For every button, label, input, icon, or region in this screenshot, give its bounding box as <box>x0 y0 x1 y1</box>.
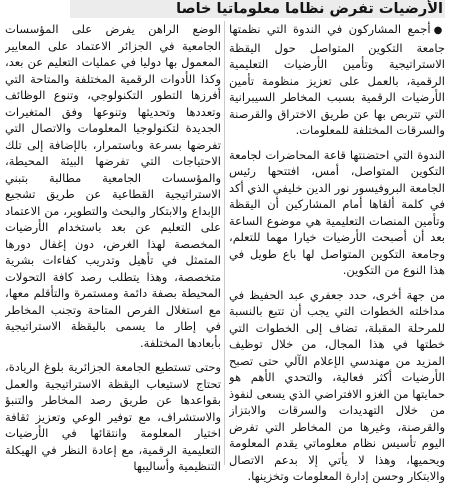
bullet-icon: ● <box>433 25 445 36</box>
paragraph-intro <box>229 21 445 139</box>
paragraph: الندوة التي احتضنتها قاعة المحاضرات لجامعة التكوين المتواصل، أمس، افتتحها رئيس الجامعة البروفيسور نور الدين خليفي الذي أكد في كلمة ألقاها أمام المشاركين أن اليقظة وتأمين المنصات التعليمية هي موضوع الساعة بعد أن أصبحت الأرضيات خيارا مهما للتعلم، وجامعة التكوين المتواصل لها باع طويل في هذا النوع من التكوين. <box>229 147 445 277</box>
paragraph: من جهة أخرى، حدد جعفري عبد الحفيظ في مداخلته الخطوات التي يجب أن تتبع بالنسبة للمرحلة المقبلة، تضاف إلى الخطوات التي خطتها في هذا المجال، من خلال توظيف المزيد من مهندسي الإعلام الآلي حتى تصبح الأرضيات أكثر فعالية، والتحدي الأهم هو حمايتها من الغزو الافتراضي الذي يسعى لنفوذ من خلال التهديدات والسرقات والابتزاز والقرصنة، وغيرها من المخاطر التي تفرض اليوم تأسيس نظام معلوماتي يقدم المعلومة ويحميها، وهذا لا يأتي إلا بدعم الاتصال والابتكار وحسن إدارة المعلومات وتخزينها. <box>229 287 445 483</box>
article-column-left <box>5 21 221 475</box>
paragraph: الوضع الراهن يفرض على المؤسسات الجامعية في الجزائر الاعتماد على المعايير المعمول بها دوليا في عمليات التعليم عن بعد، وكذا الأدوات الرقمية المختلفة والمتاحة التي أفرزها التطور التكنولوجي، وتنوع الوظائف وتعددها وتحديثها وتنوعها وفق المتغيرات الجديدة لتكنولوجيا المعلومات والاتصال التي تفرضها بسرعة وباستمرار، بالإضافة إلى تلك الاحتياجات التي تفرضها البيئة المحيطة، والمؤسسات الجامعية مطالبة بتبني الاستراتيجية القطاعية عن طريق تشجيع الإبداع والابتكار والبحث والتطوير، من الاعتماد على التعليم عن بعد باستخدام الأرضيات المخصصة لهذا الغرض، دون إغفال دورها المتمثل في تأهيل وتدريب كفاءات بشرية متخصصة، وهذا يتطلب رصد كافة التحولات المحيطة بصفة دائمة ومستمرة والتأقلم معها، مع استغلال الفرص المتاحة وتجنب المخاطر في إطار ما يسمى باليقظة الاستراتيجية بأبعادها المختلفة. <box>5 22 221 350</box>
paragraph-text: أجمع المشاركون في الندوة التي نظمتها جامعة التكوين المتواصل حول اليقظة الاستراتيجية وتأمين الأرضيات التعليمية الرقمية، بالعمل على تعزيز منظومة تأمين الأرضيات الرقمية بسبب المخاطر السيبرانية التي تتربص بها عن طريق الاختراق والقرصنة والسرقات المختلفة للمعلومات. <box>229 22 445 137</box>
article-headline: الأرضيات تفرض نظاما معلوماتيا خاصا <box>70 0 445 18</box>
column-divider <box>224 21 225 465</box>
article-column-right <box>229 21 445 485</box>
paragraph: وحتى تستطيع الجامعة الجزائرية بلوغ الريادة، تحتاج لاستيعاب اليقظة الاستراتيجية والعمل بقواعدها عن طريق رصد المخاطر والتنبؤ والاستشراف، مع توفير الوعي وتعزيز ثقافة اختيار المعلومة وانتقائها في الأرضيات التعليمية الرقمية، مع إعادة النظر في الهيكلة التنظيمية وأساليبها <box>5 360 221 473</box>
